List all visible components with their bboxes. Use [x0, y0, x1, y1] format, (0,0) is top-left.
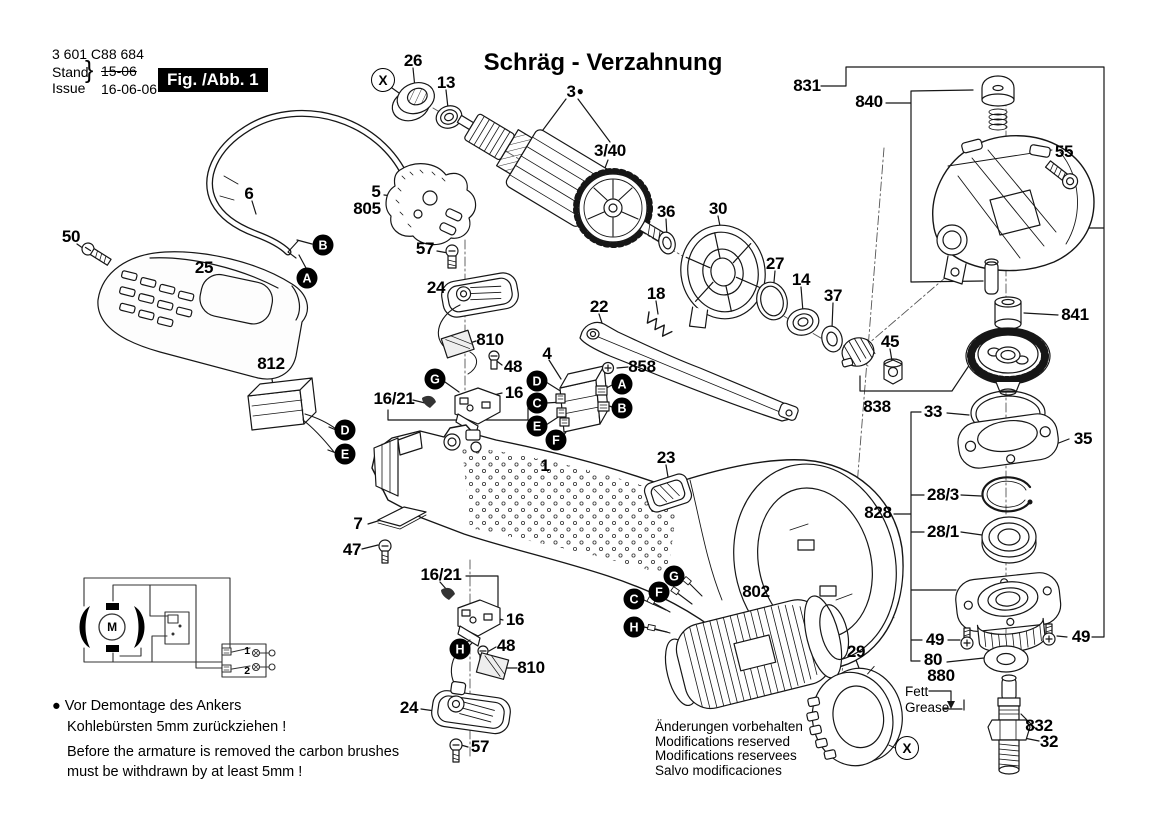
wire-marker-a-cable: A — [297, 268, 318, 289]
callout-49-right: 49 — [1071, 627, 1091, 646]
issue-label: Issue — [52, 80, 86, 96]
callout-16-bottom: 16 — [505, 610, 525, 629]
spring-18-art — [642, 312, 673, 339]
callout-802: 802 — [742, 582, 770, 601]
note-de-line2: Kohlebürsten 5mm zurückziehen ! — [67, 719, 287, 735]
upper-brush-group-art — [422, 245, 524, 434]
wire-marker-h-bottom: H — [450, 639, 471, 660]
callout-16-21-top: 16/21 — [373, 389, 415, 408]
callout-33: 33 — [923, 402, 943, 421]
wire-marker-c-switch: C — [527, 393, 548, 414]
plate-7-art — [378, 507, 426, 529]
callout-18: 18 — [646, 284, 666, 303]
callout-3-number: 3 — [566, 82, 576, 101]
modifications-block — [655, 720, 803, 778]
callout-810-top: 810 — [476, 330, 504, 349]
callout-880: 880 — [927, 666, 955, 685]
switch-4-art — [556, 363, 614, 433]
part-number: 3 601 C88 684 — [52, 46, 144, 62]
schematic-terminal-2: 2 — [244, 665, 250, 677]
callout-838: 838 — [863, 397, 891, 416]
circlip-28-3-art — [982, 477, 1032, 511]
callout-858: 858 — [628, 357, 656, 376]
wire-marker-d-switch: D — [527, 371, 548, 392]
flange-35-art — [955, 411, 1060, 470]
callout-828: 828 — [864, 503, 892, 522]
callout-3 — [566, 82, 583, 102]
callout-47: 47 — [342, 540, 362, 559]
wire-marker-e-suppressor: E — [335, 444, 356, 465]
callout-49-left: 49 — [925, 630, 945, 649]
callout-30: 30 — [708, 199, 728, 218]
callout-22: 22 — [589, 297, 609, 316]
wire-marker-c-stator: C — [624, 589, 645, 610]
note-en-line2: must be withdrawn by at least 5mm ! — [67, 764, 303, 780]
callout-45: 45 — [880, 332, 900, 351]
callout-4: 4 — [542, 344, 552, 363]
suppressor-812-art — [248, 378, 336, 452]
callout-13: 13 — [436, 73, 456, 92]
pinion-art — [837, 334, 877, 370]
callout-48-top: 48 — [503, 357, 523, 376]
callout-24-bottom: 24 — [399, 698, 419, 717]
callout-25: 25 — [194, 258, 214, 277]
note-en-line1: Before the armature is removed the carbon brushes — [67, 744, 400, 760]
callout-26: 26 — [403, 51, 423, 70]
callout-35: 35 — [1073, 429, 1093, 448]
callout-805: 805 — [353, 199, 381, 218]
callout-32: 32 — [1039, 732, 1059, 751]
callout-14: 14 — [791, 270, 811, 289]
screw-47-art — [379, 540, 391, 563]
note-de-line1 — [52, 698, 241, 714]
wire-marker-g-stator: G — [664, 566, 685, 587]
callout-3-40: 3/40 — [594, 141, 626, 160]
callout-48-bottom: 48 — [496, 636, 516, 655]
bearing-14-art — [784, 305, 822, 338]
bearing-28-1-art — [982, 517, 1036, 563]
armature-art — [442, 91, 670, 246]
wire-marker-b-cable: B — [313, 235, 334, 256]
spindle-32-art — [988, 675, 1030, 774]
figure-label: Fig. /Abb. 1 — [158, 68, 268, 92]
callout-6: 6 — [244, 184, 254, 203]
washer-37-art — [819, 324, 845, 354]
schematic-terminal-1: 1 — [244, 645, 250, 657]
screw-50-art — [80, 241, 113, 268]
washer-26-art — [386, 78, 440, 126]
wire-marker-a-switch: A — [612, 374, 633, 395]
callout-810-bottom: 810 — [517, 658, 545, 677]
callout-29: 29 — [846, 642, 866, 661]
note-bullet: ● — [52, 698, 61, 714]
callout-57-top: 57 — [415, 239, 435, 258]
callout-23: 23 — [656, 448, 676, 467]
gear-head-art — [933, 76, 1094, 294]
callout-55: 55 — [1054, 142, 1074, 161]
screw-49-left-art — [961, 628, 973, 649]
callout-841: 841 — [1061, 305, 1089, 324]
ref-x-top: X — [371, 68, 395, 92]
lower-brush-group-art — [430, 588, 514, 762]
modifications-line-en: Modifications reserved — [655, 733, 791, 749]
baffle-30-art — [670, 217, 774, 331]
callout-80: 80 — [923, 650, 943, 669]
callout-16-top: 16 — [504, 383, 524, 402]
callout-1: 1 — [540, 456, 550, 475]
wire-marker-g-top: G — [425, 369, 446, 390]
modifications-line-de: Änderungen vorbehalten — [655, 719, 803, 734]
callout-37: 37 — [823, 286, 843, 305]
grease-label-de: Fett — [905, 684, 929, 699]
modifications-line-es: Salvo modificaciones — [655, 762, 782, 778]
wire-marker-e-switch: E — [527, 416, 548, 437]
callout-27: 27 — [765, 254, 785, 273]
nut-45-art — [884, 359, 902, 384]
stand-label: Stand — [52, 64, 89, 80]
wire-marker-b-switch: B — [612, 398, 633, 419]
old-date: 15-06 — [101, 63, 137, 79]
plug-art — [386, 164, 476, 245]
callout-831: 831 — [793, 76, 821, 95]
crown-gear-art — [966, 328, 1050, 395]
callout-840: 840 — [855, 92, 883, 111]
grease-label-en: Grease — [905, 700, 950, 715]
callout-7: 7 — [353, 514, 363, 533]
callout-24-top: 24 — [426, 278, 446, 297]
washer-80-art — [984, 646, 1028, 672]
callout-832: 832 — [1025, 716, 1053, 735]
wire-marker-f-stator: F — [649, 582, 670, 603]
wire-marker-h-stator: H — [624, 617, 645, 638]
note-reference-dot: ● — [576, 84, 584, 98]
callout-5: 5 — [371, 182, 381, 201]
issue-date: 16-06-06 — [101, 81, 158, 97]
callout-28-1: 28/1 — [927, 522, 959, 541]
ref-x-bottom: X — [895, 736, 919, 760]
callout-36: 36 — [656, 202, 676, 221]
schematic-motor-label: M — [107, 620, 117, 634]
modifications-line-fr: Modifications reservees — [655, 748, 797, 764]
wire-marker-f-switch: F — [546, 430, 567, 451]
date-brace: } — [85, 56, 94, 84]
callout-812: 812 — [257, 354, 285, 373]
callout-16-21-bottom: 16/21 — [420, 565, 462, 584]
wire-marker-d-suppressor: D — [335, 420, 356, 441]
diagram-title: Schräg - Verzahnung — [483, 49, 723, 76]
note-de-line1-text: Vor Demontage des Ankers — [64, 698, 242, 714]
bushing-841-art — [995, 297, 1021, 329]
screw-49-right-art — [1043, 624, 1055, 645]
callout-28-3: 28/3 — [927, 485, 959, 504]
callout-50: 50 — [61, 227, 81, 246]
callout-57-bottom: 57 — [470, 737, 490, 756]
